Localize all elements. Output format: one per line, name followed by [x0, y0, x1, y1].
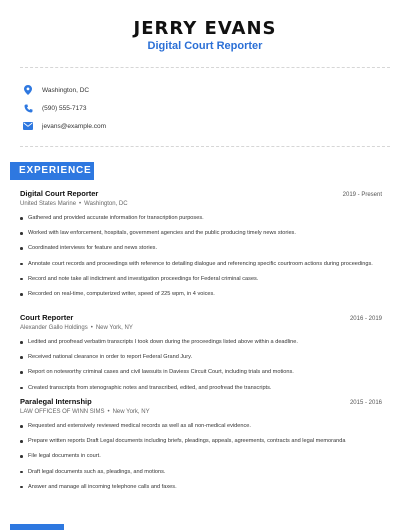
experience-section-heading: EXPERIENCE	[10, 162, 94, 180]
job-title: Digital Court Reporter	[20, 189, 99, 198]
job-location: New York, NY	[112, 409, 150, 415]
job-dates: 2015 - 2016	[349, 400, 382, 406]
job-bullet: Record and note take all indictment and investigation proceedings for Federal criminal cases.	[20, 275, 382, 283]
job-bullet: Recorded on real-time, computerized writer, speed of 225 wpm, in 4 voices.	[20, 290, 382, 298]
job-bullet: Draft legal documents such as, pleadings, and motions.	[20, 468, 382, 476]
contact-location	[22, 84, 89, 96]
job-dates: 2019 - Present	[342, 192, 382, 198]
contact-email	[22, 120, 106, 132]
job-dates: 2016 - 2019	[349, 316, 382, 322]
email-icon	[22, 120, 34, 132]
job-title: Paralegal Internship	[20, 397, 92, 406]
job-bullet: Prepare written reports Draft Legal documents including briefs, pleadings, appeals, agreements, contracts and legal memoranda	[20, 437, 382, 445]
next-section-tab	[10, 524, 64, 530]
job-employer: United States Marine	[20, 201, 77, 207]
job-title-headline: Digital Court Reporter	[147, 40, 263, 52]
candidate-name: JERRY EVANS	[133, 18, 277, 39]
job-bullet: Requested and extensively reviewed medical records as well as all non-medical evidence.	[20, 422, 382, 430]
job-bullet: Coordinated interviews for feature and news stories.	[20, 244, 382, 252]
contact-phone-text: (590) 555-7173	[42, 104, 87, 112]
job-bullet: Created transcripts from stenographic notes and transcribed, edited, and proofread the transcripts.	[20, 384, 382, 392]
job-bullet-list	[20, 214, 382, 298]
job-bullet: Received national clearance in order to report Federal Grand Jury.	[20, 353, 382, 361]
job-employer: LAW OFFICES OF WINN SIMS	[20, 409, 105, 415]
job-title: Court Reporter	[20, 313, 74, 322]
job-bullet: File legal documents in court.	[20, 452, 382, 460]
job-bullet-list	[20, 338, 382, 392]
contact-divider	[20, 146, 390, 147]
location-pin-icon	[22, 84, 34, 96]
job-entry	[20, 189, 382, 305]
job-employer-line: United States Marine • Washington, DC	[20, 201, 128, 207]
contact-email-text: jevans@example.com	[42, 122, 107, 130]
header-divider	[20, 67, 390, 68]
job-location: Washington, DC	[84, 201, 128, 207]
job-employer: Alexander Gallo Holdings	[20, 325, 88, 331]
job-bullet-list	[20, 422, 382, 491]
phone-icon	[22, 102, 34, 114]
job-bullet: Ledited and proofread verbatim transcripts I took down during the proceedings listed above within a deadline.	[20, 338, 382, 346]
job-entry	[20, 313, 382, 399]
job-location: New York, NY	[95, 325, 133, 331]
job-bullet: Annotate court records and proceedings with reference to detailing dialogue and referencing specific courtroom actions during proceedings.	[20, 260, 382, 268]
job-bullet: Answer and manage all incoming telephone calls and faxes.	[20, 483, 382, 491]
contact-phone	[22, 102, 86, 114]
job-bullet: Report on noteworthy criminal cases and civil lawsuits in Daviess Circuit Court, including trials and motions.	[20, 368, 382, 376]
job-bullet: Gathered and provided accurate information for transcription purposes.	[20, 214, 382, 222]
job-employer-line: Alexander Gallo Holdings • New York, NY	[20, 325, 133, 331]
job-bullet: Worked with law enforcement, hospitals, government agencies and the public producing timely news stories.	[20, 229, 382, 237]
job-employer-line: LAW OFFICES OF WINN SIMS • New York, NY	[20, 409, 150, 415]
job-entry	[20, 397, 382, 498]
contact-location-text: Washington, DC	[42, 86, 90, 94]
